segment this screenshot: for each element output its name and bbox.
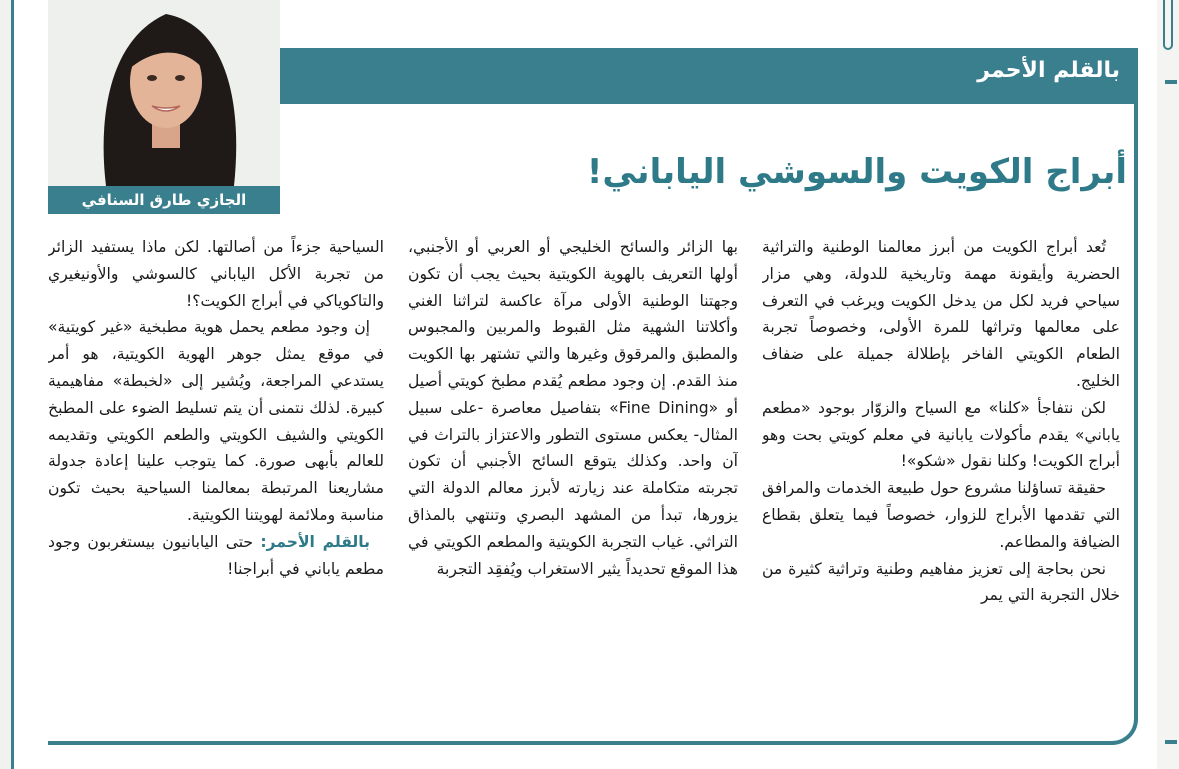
- article-column-3: [48, 234, 384, 720]
- paragraph: حقيقة تساؤلنا مشروع حول طبيعة الخدمات والمرافق التي تقدمها الأبراج للزوار، خصوصاً فيما يتعلق بقطاع الضيافة والمطاعم.: [762, 479, 1120, 551]
- signoff-label: بالقلم الأحمر:: [260, 532, 370, 551]
- adjacent-rule: [1165, 740, 1177, 744]
- paragraph: بها الزائر والسائح الخليجي أو العربي أو الأجنبي، أولها التعريف بالهوية الكويتية بحيث يجب أن تكون وجهتنا الوطنية الأولى مرآة عاكسة لتراثنا الغني وأكلاتنا الشهية مثل القبوط والمربين والمجبوس والمطبق والمرقوق وغيرها والتي تشتهر بها الكويت منذ القدم. إن وجود مطعم يُقدم مطبخ كويتي أصيل أو «Fine Dining» بتفاصيل معاصرة -على سبيل المثال- يعكس مستوى التطور والاعتزاز بالتراث في آن واحد. وكذلك يتوقع السائح الأجنبي أن تكون تجربته متكاملة عند زيارته لأبرز معالم الدولة التي يزورها، تبدأ من المشهد البصري وتنتهي بالمذاق التراثي. غياب التجربة الكويتية والمطعم الكويتي في هذا الموقع تحديداً يثير الاستغراب ويُفقِد التجربة: [408, 238, 738, 578]
- paragraph: نحن بحاجة إلى تعزيز مفاهيم وطنية وتراثية كثيرة من خلال التجربة التي يمر: [762, 559, 1120, 605]
- signoff-paragraph: [48, 529, 384, 583]
- author-name: الجازي طارق السنافي: [48, 186, 280, 214]
- author-portrait-illustration: [48, 0, 280, 186]
- author-photo: [48, 0, 280, 186]
- signoff-text: حتى اليابانيون بيستغربون وجود مطعم ياباني في أبراجنا!: [48, 532, 384, 578]
- column-label: بالقلم الأحمر: [977, 58, 1120, 83]
- adjacent-rule: [1165, 80, 1177, 84]
- article-column-2: [408, 234, 738, 720]
- paragraph: إن وجود مطعم يحمل هوية مطبخية «غير كويتية» في موقع يمثل جوهر الهوية الكويتية، هو أمر يستدعي المراجعة، ويُشير إلى «لخبطة» مفاهيمية كبيرة. لذلك نتمنى أن يتم تسليط الضوء على المطبخ الكويتي والشيف الكويتي والطعم الكويتي وتقديمه للعالم بأبهى صورة. كما يتوجب علينا إعادة جدولة مشاريعنا المرتبطة بمعالمنا السياحية بحيث تكون مناسبة وملائمة لهويتنا الكويتية.: [48, 318, 384, 524]
- adjacent-column-corner: [1163, 0, 1173, 50]
- article-title: أبراج الكويت والسوشي الياباني!: [586, 152, 1127, 192]
- paragraph: لكن نتفاجأ «كلنا» مع السياح والزوّار بوجود «مطعم ياباني» يقدم مأكولات يابانية في معلم كويتي بحت وهو أبراج الكويت! وكلنا نقول «شكو»!: [762, 398, 1120, 471]
- page-edge-right: [1157, 0, 1179, 769]
- page-edge-left: [0, 0, 14, 769]
- paragraph: تُعد أبراج الكويت من أبرز معالمنا الوطنية والتراثية الحضرية وأيقونة مهمة وتاريخية للدولة، وهي مزار سياحي فريد لكل من يدخل الكويت ويرغب في التعرف على معالمها وتراثها للمرة الأولى، وخصوصاً تجربة الطعام الكويتي الفاخر بإطلالة جميلة على ضفاف الخليج.: [762, 238, 1120, 390]
- article-column-1: [762, 234, 1120, 720]
- paragraph: السياحية جزءاً من أصالتها. لكن ماذا يستفيد الزائر من تجربة الأكل الياباني كالسوشي والأونيغيري والتاكوياكي في أبراج الكويت؟!: [48, 238, 384, 310]
